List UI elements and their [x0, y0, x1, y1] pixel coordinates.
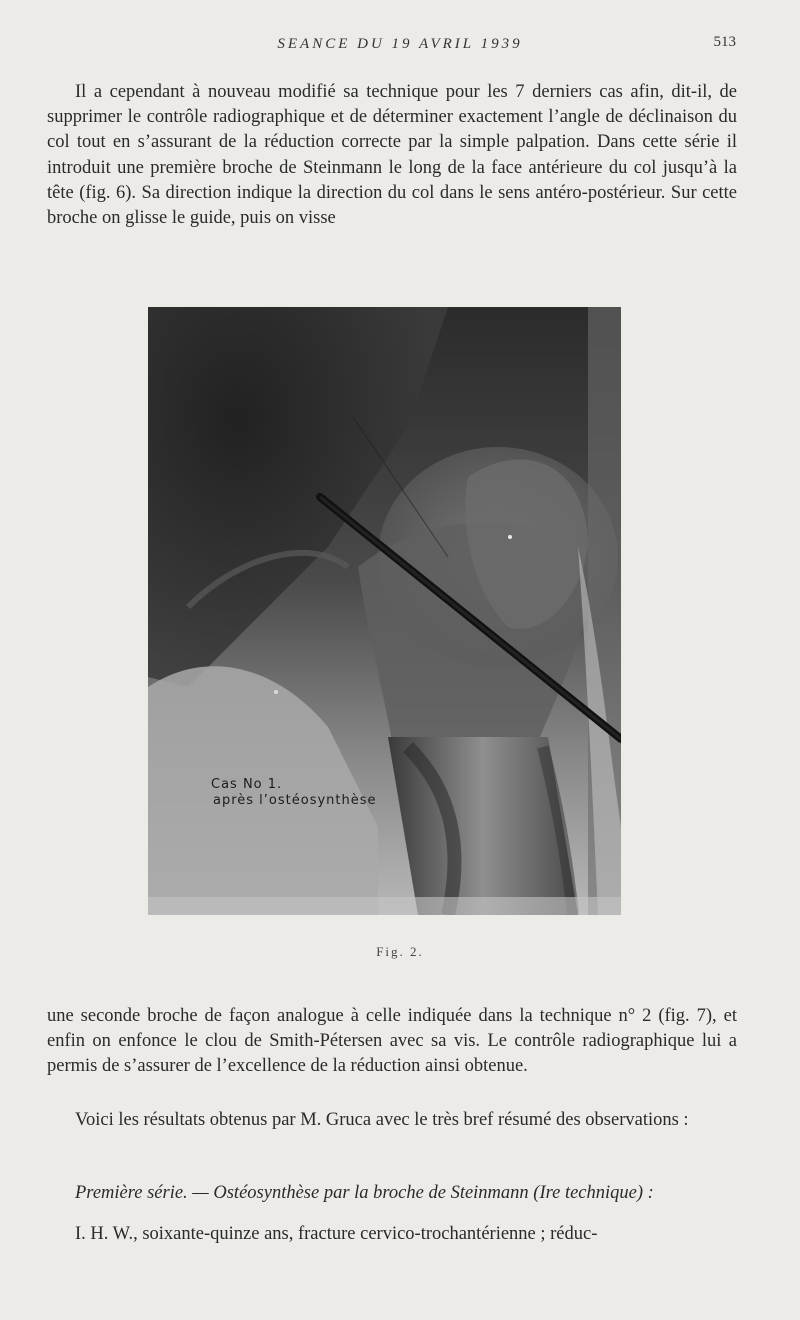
xray-label-line1: Cas No 1. [211, 777, 283, 792]
paragraph-second-pin: une seconde broche de façon analogue à celle indiquée dans la technique n° 2 (fig. 7), et enfin on enfonce le clou de Smith-Pétersen avec sa vis. Le contrôle radiographique lui a permis de s’assurer de l’excellence de la réduction ainsi obtenue. [47, 1006, 737, 1077]
xray-image [148, 307, 621, 915]
xray-annotation [211, 777, 377, 809]
figure-caption: Fig. 2. [376, 944, 424, 959]
paragraph-results-intro: Voici les résultats obtenus par M. Gruca avec le très bref résumé des observations : [75, 1110, 689, 1130]
running-header: SEANCE DU 19 AVRIL 1939 [277, 36, 523, 52]
case-entry: I. H. W., soixante-quinze ans, fracture cervico-trochantérienne ; réduc- [75, 1224, 598, 1244]
page-number: 513 [713, 34, 736, 50]
xray-figure [148, 307, 621, 915]
paragraph-technique: Il a cependant à nouveau modifié sa technique pour les 7 derniers cas afin, dit-il, de supprimer le contrôle radiographique et de déterminer exactement l’angle de déclinaison du col tout en s’assurant de la réduction correcte par la simple palpation. Dans cette série il introduit une première broche de Steinmann le long de la face antérieure du col jusqu’à la tête (fig. 6). Sa direction indique la direction du col dans le sens antéro-postérieur. Sur cette broche on glisse le guide, puis on visse [47, 82, 737, 229]
xray-label-line2: après l’ostéosynthèse [213, 793, 377, 808]
series-heading: Première série. — Ostéosynthèse par la broche de Steinmann (Ire technique) : [75, 1183, 654, 1203]
